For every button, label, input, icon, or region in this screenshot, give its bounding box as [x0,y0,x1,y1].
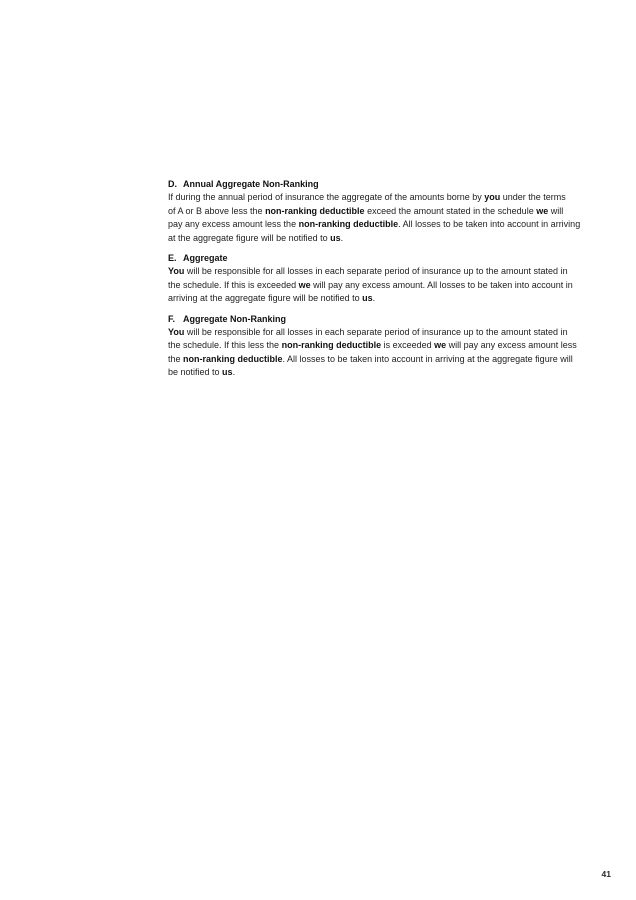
defined-term: us [362,293,373,304]
text-run: the schedule. If this less the [168,340,282,351]
text-run: If during the annual period of insurance the aggregate of the amounts borne by [168,192,485,203]
paragraph-line [168,353,586,366]
section-heading [168,178,586,191]
text-run: under the terms [500,192,566,203]
defined-term: non-ranking deductible [281,340,382,351]
text-run: will be responsible for all losses in each separate period of insurance up to the amount stated in [184,266,568,277]
text-run: exceed the amount stated in the schedule [364,205,537,216]
paragraph-line [168,265,586,278]
defined-term: non-ranking deductible [298,219,399,230]
defined-term: non-ranking deductible [265,205,365,216]
text-run: . [340,232,344,243]
defined-term: You [168,266,185,277]
section-label: E. [168,253,177,264]
section-e [168,252,586,306]
defined-term: we [434,340,447,351]
text-run: arriving at the aggregate figure will be notified to [168,293,363,304]
text-run: will pay any excess amount less [446,340,577,351]
text-run: will be responsible for all losses in each separate period of insurance up to the amount stated in [184,327,568,338]
paragraph-line [168,279,586,292]
paragraph-line [168,339,586,352]
paragraph-line [168,205,586,218]
defined-term: non-ranking deductible [183,353,283,364]
text-run: . [232,367,236,378]
section-title: Aggregate Non-Ranking [183,313,287,324]
paragraph-line [168,232,586,245]
defined-term: us [222,367,233,378]
defined-term: You [168,327,185,338]
text-run: the [168,353,184,364]
defined-term: you [484,192,501,203]
section-d [168,178,586,245]
text-run: will pay any excess amount. All losses to be taken into account in [310,279,573,290]
defined-term: us [330,232,341,243]
section-label: D. [168,179,177,189]
paragraph-line [168,218,586,231]
defined-term: we [536,205,549,216]
paragraph-line [168,292,586,305]
paragraph-line [168,191,586,204]
defined-term: we [298,279,311,290]
text-run: . [372,293,376,304]
text-run: . All losses to be taken into account in arriving at the aggregate figure will [282,353,573,364]
section-f [168,313,586,380]
text-run: at the aggregate figure will be notified to [168,232,331,243]
section-title: Annual Aggregate Non-Ranking [183,179,319,189]
page-number: 41 [601,869,611,879]
text-run: the schedule. If this is exceeded [168,279,299,290]
text-run: is exceeded [381,340,435,351]
paragraph-line [168,326,586,339]
section-title: Aggregate [183,253,228,264]
text-run: will [548,205,564,216]
text-run: . All losses to be taken into account in arriving [398,219,581,230]
text-run: pay any excess amount less the [168,219,299,230]
section-label: F. [168,313,176,324]
text-run: be notified to [168,367,223,378]
text-run: of A or B above less the [168,205,266,216]
policy-text [168,178,586,380]
paragraph-line [168,366,586,379]
section-heading [168,252,586,265]
section-heading [168,313,586,326]
